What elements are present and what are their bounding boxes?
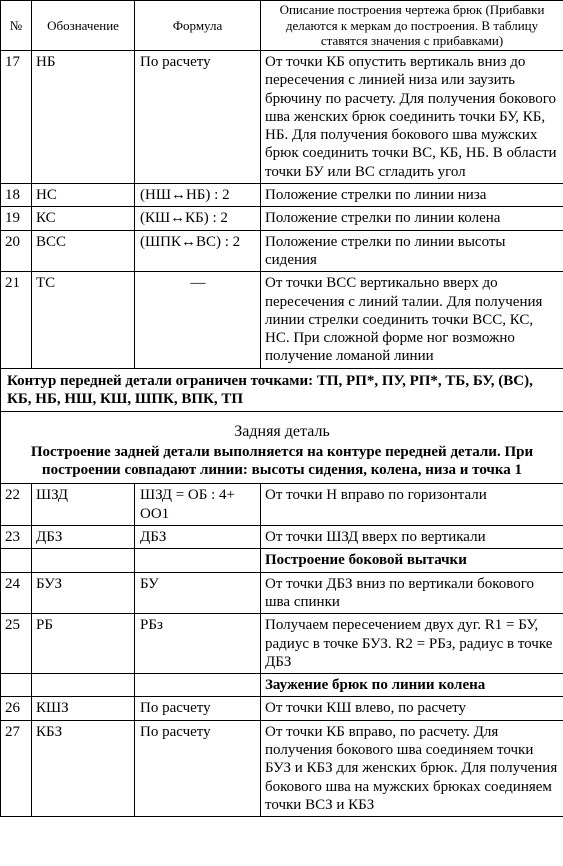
row-formula: По расчету [135, 697, 261, 720]
row-formula: — [135, 272, 261, 368]
row-description: Положение стрелки по линии высоты сидения [261, 230, 563, 272]
row-formula: По расчету [135, 51, 261, 184]
row-num: 26 [1, 697, 32, 720]
row-designation: КБЗ [32, 720, 135, 816]
empty-cell [1, 549, 32, 572]
table-row [1, 51, 563, 184]
row-num: 24 [1, 572, 32, 614]
row-formula: (КШ↔КБ) : 2 [135, 207, 261, 230]
subheading-knee-taper: Заужение брюк по линии колена [261, 674, 563, 697]
contour-note-row [1, 368, 563, 412]
table-row [1, 572, 563, 614]
section-row [1, 412, 563, 484]
row-description: От точки Н вправо по горизонтали [261, 484, 563, 526]
section-heading [1, 412, 563, 484]
header-formula: Формула [135, 1, 261, 51]
row-num: 19 [1, 207, 32, 230]
row-num: 27 [1, 720, 32, 816]
row-designation: ДБЗ [32, 526, 135, 549]
row-designation: ВСС [32, 230, 135, 272]
section-text: Построение задней детали выполняется на контуре передней детали. При построении совпадают линии: высоты сидения, колена, низа и точка 1 [30, 443, 534, 479]
row-formula: ШЗД = ОБ : 4+ ОО1 [135, 484, 261, 526]
row-formula: ДБЗ [135, 526, 261, 549]
row-designation: КС [32, 207, 135, 230]
header-description: Описание построения чертежа брюк (Прибавки делаются к меркам до построения. В таблицу ставятся значения с прибавками) [261, 1, 563, 51]
row-num: 23 [1, 526, 32, 549]
row-num: 21 [1, 272, 32, 368]
row-formula: РБз [135, 614, 261, 674]
row-description: Положение стрелки по линии колена [261, 207, 563, 230]
table-row [1, 184, 563, 207]
subheading-row [1, 549, 563, 572]
empty-cell [135, 549, 261, 572]
row-formula: (ШПК↔ВС) : 2 [135, 230, 261, 272]
table-row [1, 484, 563, 526]
row-description: От точки КШ влево, по расчету [261, 697, 563, 720]
row-designation: НС [32, 184, 135, 207]
empty-cell [135, 674, 261, 697]
subheading-side-dart: Построение боковой вытачки [261, 549, 563, 572]
table-row [1, 526, 563, 549]
row-description: От точки КБ опустить вертикаль вниз до пересечения с линией низа или заузить брючину по расчету. Для получения бокового шва женских брюк соединить точки БУ, КБ, НБ. Для получения бокового шва мужских брюк соединить точки ВС, КБ, НБ. В области точки БУ или ВС сгладить угол [261, 51, 563, 184]
row-designation: БУЗ [32, 572, 135, 614]
row-num: 17 [1, 51, 32, 184]
row-description: От точки ШЗД вверх по вертикали [261, 526, 563, 549]
header-num: № [1, 1, 32, 51]
table-header [1, 1, 563, 51]
row-designation: КШЗ [32, 697, 135, 720]
row-num: 20 [1, 230, 32, 272]
row-formula: (НШ↔НБ) : 2 [135, 184, 261, 207]
row-designation: НБ [32, 51, 135, 184]
table-row [1, 272, 563, 368]
row-designation: ТС [32, 272, 135, 368]
table-row [1, 207, 563, 230]
table-row [1, 614, 563, 674]
table-row [1, 230, 563, 272]
row-num: 18 [1, 184, 32, 207]
empty-cell [32, 674, 135, 697]
row-num: 22 [1, 484, 32, 526]
row-num: 25 [1, 614, 32, 674]
row-description: Получаем пересечением двух дуг. R1 = БУ, радиус в точке БУЗ. R2 = РБз, радиус в точке ДБЗ [261, 614, 563, 674]
empty-cell [32, 549, 135, 572]
row-designation: ШЗД [32, 484, 135, 526]
row-formula: По расчету [135, 720, 261, 816]
empty-cell [1, 674, 32, 697]
subheading-row [1, 674, 563, 697]
table-row [1, 697, 563, 720]
header-designation: Обозначение [32, 1, 135, 51]
section-title: Задняя деталь [234, 423, 330, 441]
row-description: От точки КБ вправо, по расчету. Для получения бокового шва соединяем точки БУЗ и КБЗ для женских брюк. Для получения бокового шва на мужских брюках соединяем точки ВСЗ и КБЗ [261, 720, 563, 816]
table-row [1, 720, 563, 816]
row-description: От точки ДБЗ вниз по вертикали бокового шва спинки [261, 572, 563, 614]
row-description: Положение стрелки по линии низа [261, 184, 563, 207]
row-designation: РБ [32, 614, 135, 674]
contour-note: Контур передней детали ограничен точками: ТП, РП*, ПУ, РП*, ТБ, БУ, (ВС), КБ, НБ, НШ, КШ, ШПК, ВПК, ТП [1, 368, 563, 412]
row-formula: БУ [135, 572, 261, 614]
row-description: От точки ВСС вертикально вверх до пересечения с линий талии. Для получения линии стрелки соединить точки ВСС, КС, НС. При сложной форме ног возможно получение ломаной линии [261, 272, 563, 368]
